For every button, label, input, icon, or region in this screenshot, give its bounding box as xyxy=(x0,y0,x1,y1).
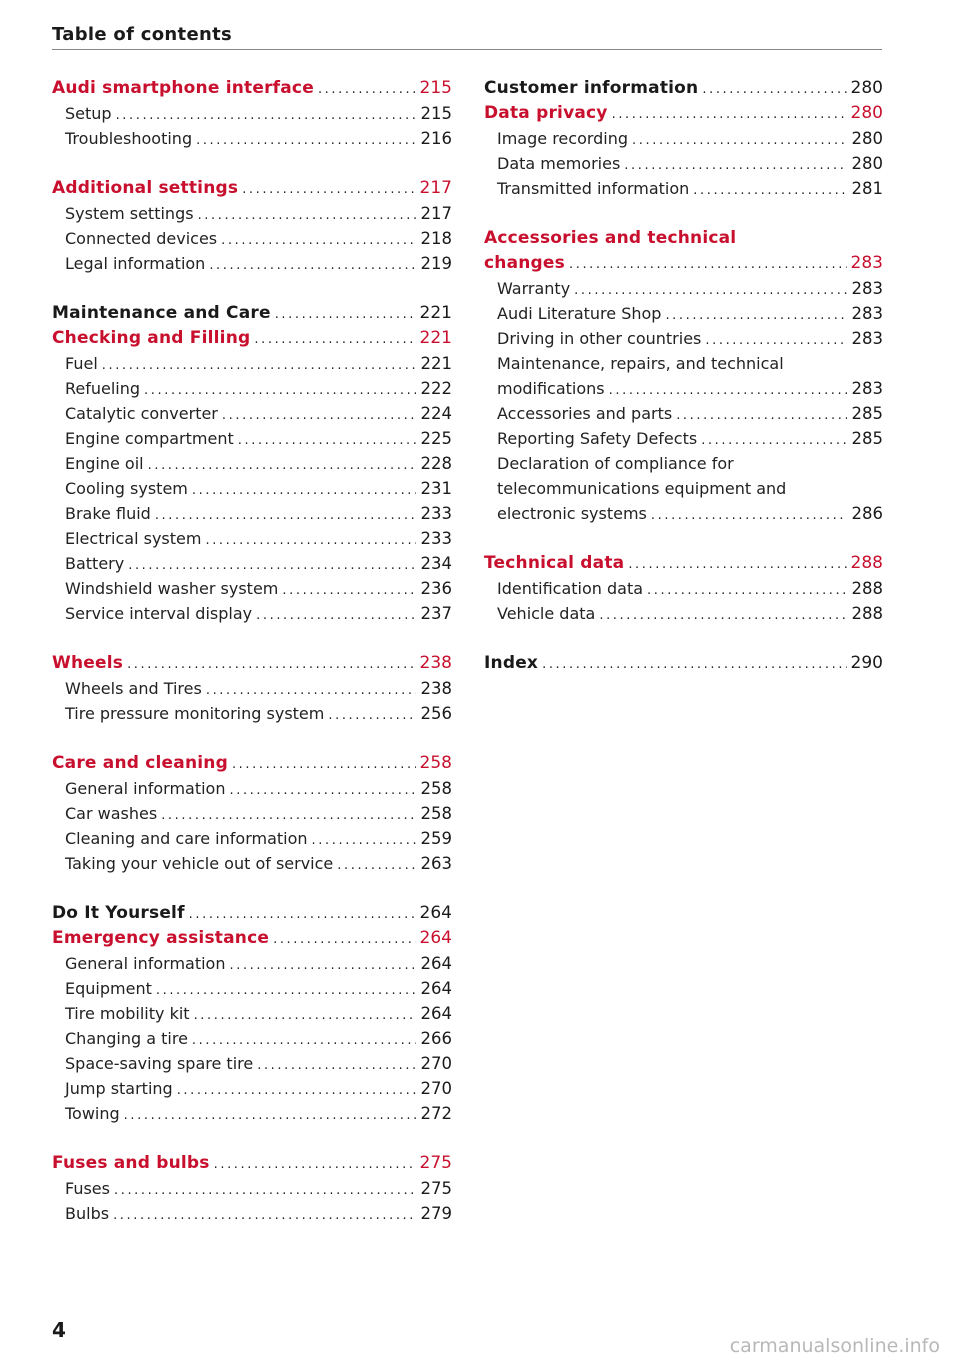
page-ref: 283 xyxy=(850,253,883,273)
toc-entry-engine-oil[interactable] xyxy=(52,451,452,476)
toc-entry-connected-devices[interactable] xyxy=(52,226,452,251)
dot-leader xyxy=(278,578,416,603)
page-ref: 270 xyxy=(420,1054,452,1073)
toc-entry-title: Troubleshooting xyxy=(65,129,193,148)
dot-leader xyxy=(565,252,847,277)
toc-section-title: Care and cleaning xyxy=(52,753,228,773)
toc-section-maintenance-and-care[interactable] xyxy=(52,301,452,326)
section-spacer xyxy=(484,526,883,551)
page-ref: 263 xyxy=(420,854,452,873)
toc-section-title: Customer information xyxy=(484,78,699,98)
toc-entry-title: Car washes xyxy=(65,804,158,823)
toc-entry-title: General information xyxy=(65,779,226,798)
dot-leader xyxy=(689,178,847,203)
page-ref: 234 xyxy=(420,554,452,573)
toc-section-changes[interactable] xyxy=(484,251,883,276)
toc-section-title: Wheels xyxy=(52,653,124,673)
dot-leader xyxy=(314,77,416,102)
toc-entry-declaration-of-compliance-for xyxy=(484,451,883,476)
toc-entry-title: Tire mobility kit xyxy=(65,1004,190,1023)
page-ref: 258 xyxy=(419,753,452,773)
toc-entry-audi-literature-shop[interactable] xyxy=(484,301,883,326)
dot-leader xyxy=(205,253,416,278)
toc-entry-taking-your-vehicle-out-of-service[interactable] xyxy=(52,851,452,876)
dot-leader xyxy=(110,1178,416,1203)
toc-entry-title: Cleaning and care information xyxy=(65,829,308,848)
dot-leader xyxy=(192,128,416,153)
toc-entry-catalytic-converter[interactable] xyxy=(52,401,452,426)
page-ref: 280 xyxy=(851,154,883,173)
section-spacer xyxy=(52,726,452,751)
dot-leader xyxy=(210,1152,416,1177)
page-ref: 264 xyxy=(420,1004,452,1023)
toc-entry-title: Vehicle data xyxy=(497,604,596,623)
section-spacer xyxy=(52,276,452,301)
dot-leader xyxy=(201,528,416,553)
toc-entry-title: Tire pressure monitoring system xyxy=(65,704,325,723)
toc-section-title: Do It Yourself xyxy=(52,903,185,923)
toc-entry-title: Towing xyxy=(65,1104,120,1123)
toc-entry-brake-fluid[interactable] xyxy=(52,501,452,526)
toc-section-title: changes xyxy=(484,253,565,273)
toc-entry-title: Catalytic converter xyxy=(65,404,218,423)
toc-entry-refueling[interactable] xyxy=(52,376,452,401)
toc-section-customer-information[interactable] xyxy=(484,76,883,101)
page-ref: 258 xyxy=(420,804,452,823)
dot-leader xyxy=(661,303,847,328)
page-ref: 233 xyxy=(420,504,452,523)
dot-leader xyxy=(333,853,416,878)
dot-leader xyxy=(112,103,416,128)
toc-entry-title: Fuel xyxy=(65,354,98,373)
dot-leader xyxy=(624,552,847,577)
toc-entry-title: Declaration of compliance for xyxy=(497,454,734,473)
toc-entry-electronic-systems[interactable] xyxy=(484,501,883,526)
dot-leader xyxy=(250,327,416,352)
page-ref: 228 xyxy=(420,454,452,473)
page-ref: 264 xyxy=(420,954,452,973)
dot-leader xyxy=(620,153,847,178)
toc-entry-title: Engine compartment xyxy=(65,429,234,448)
toc-entry-data-memories[interactable] xyxy=(484,151,883,176)
page-title: Table of contents xyxy=(52,24,232,45)
dot-leader xyxy=(225,778,416,803)
toc-entry-title: telecommunications equipment and xyxy=(497,479,787,498)
toc-section-audi-smartphone-interface[interactable] xyxy=(52,76,452,101)
dot-leader xyxy=(124,553,416,578)
page-ref: 280 xyxy=(851,129,883,148)
page-ref: 266 xyxy=(420,1029,452,1048)
page-ref: 218 xyxy=(420,229,452,248)
dot-leader xyxy=(308,828,416,853)
page-ref: 279 xyxy=(420,1204,452,1223)
dot-leader xyxy=(109,1203,416,1228)
toc-entry-title: Wheels and Tires xyxy=(65,679,202,698)
page-ref: 258 xyxy=(420,779,452,798)
page-ref: 237 xyxy=(420,604,452,623)
toc-section-title: Index xyxy=(484,653,539,673)
toc-entry-title: Bulbs xyxy=(65,1204,110,1223)
page-ref: 238 xyxy=(420,679,452,698)
page-ref: 222 xyxy=(420,379,452,398)
toc-entry-battery[interactable] xyxy=(52,551,452,576)
page-ref: 288 xyxy=(851,604,883,623)
section-spacer xyxy=(484,626,883,651)
dot-leader xyxy=(234,428,416,453)
page-ref: 256 xyxy=(420,704,452,723)
dot-leader xyxy=(225,953,416,978)
page-ref: 259 xyxy=(420,829,452,848)
toc-section-additional-settings[interactable] xyxy=(52,176,452,201)
page-ref: 219 xyxy=(420,254,452,273)
toc-entry-cooling-system[interactable] xyxy=(52,476,452,501)
page-header xyxy=(52,24,882,50)
toc-entry-title: electronic systems xyxy=(497,504,647,523)
page-ref: 215 xyxy=(419,78,452,98)
toc-entry-towing[interactable] xyxy=(52,1101,452,1126)
page-ref: 275 xyxy=(419,1153,452,1173)
toc-entry-fuel[interactable] xyxy=(52,351,452,376)
toc-section-care-and-cleaning[interactable] xyxy=(52,751,452,776)
toc-section-title: Fuses and bulbs xyxy=(52,1153,210,1173)
page-ref: 264 xyxy=(419,903,452,923)
page-ref: 283 xyxy=(851,279,883,298)
dot-leader xyxy=(252,603,416,628)
page-ref: 283 xyxy=(851,329,883,348)
toc-entry-title: Fuses xyxy=(65,1179,110,1198)
watermark: carmanualsonline.info xyxy=(729,1335,940,1357)
page-ref: 216 xyxy=(420,129,452,148)
toc-entry-title: Connected devices xyxy=(65,229,218,248)
dot-leader xyxy=(253,1053,416,1078)
toc-entry-maintenance-repairs-and-technical xyxy=(484,351,883,376)
toc-entry-space-saving-spare-tire[interactable] xyxy=(52,1051,452,1076)
page-ref: 288 xyxy=(850,553,883,573)
toc-entry-setup[interactable] xyxy=(52,101,452,126)
toc-entry-tire-mobility-kit[interactable] xyxy=(52,1001,452,1026)
page-ref: 270 xyxy=(420,1079,452,1098)
toc-section-title: Checking and Filling xyxy=(52,328,251,348)
toc-entry-troubleshooting[interactable] xyxy=(52,126,452,151)
section-spacer xyxy=(52,1126,452,1151)
toc-section-accessories-and-technical xyxy=(484,226,883,251)
dot-leader xyxy=(672,403,847,428)
toc-entry-title: Battery xyxy=(65,554,125,573)
page-ref: 280 xyxy=(850,103,883,123)
toc-section-technical-data[interactable] xyxy=(484,551,883,576)
dot-leader xyxy=(188,1028,416,1053)
section-spacer xyxy=(484,201,883,226)
toc-entry-title: Refueling xyxy=(65,379,141,398)
dot-leader xyxy=(570,278,847,303)
toc-entry-general-information[interactable] xyxy=(52,776,452,801)
dot-leader xyxy=(538,652,847,677)
page-ref: 217 xyxy=(419,178,452,198)
page-ref: 283 xyxy=(851,304,883,323)
toc-entry-equipment[interactable] xyxy=(52,976,452,1001)
page-ref: 231 xyxy=(420,479,452,498)
toc-entry-engine-compartment[interactable] xyxy=(52,426,452,451)
toc-entry-title: Engine oil xyxy=(65,454,144,473)
dot-leader xyxy=(608,102,847,127)
dot-leader xyxy=(228,752,416,777)
dot-leader xyxy=(271,302,416,327)
toc-entry-windshield-washer-system[interactable] xyxy=(52,576,452,601)
toc-entry-title: Jump starting xyxy=(65,1079,173,1098)
toc-section-title: Audi smartphone interface xyxy=(52,78,314,98)
page-ref: 281 xyxy=(851,179,883,198)
page-ref: 221 xyxy=(419,328,452,348)
dot-leader xyxy=(202,678,416,703)
toc-entry-accessories-and-parts[interactable] xyxy=(484,401,883,426)
dot-leader xyxy=(324,703,416,728)
dot-leader xyxy=(144,453,416,478)
page-ref: 285 xyxy=(851,429,883,448)
toc-entry-title: System settings xyxy=(65,204,194,223)
page-ref: 215 xyxy=(420,104,452,123)
dot-leader xyxy=(190,1003,416,1028)
toc-entry-title: Legal information xyxy=(65,254,206,273)
dot-leader xyxy=(218,403,416,428)
dot-leader xyxy=(605,378,847,403)
page-ref: 264 xyxy=(419,928,452,948)
dot-leader xyxy=(194,203,416,228)
page-ref: 286 xyxy=(851,504,883,523)
toc-entry-title: Equipment xyxy=(65,979,152,998)
toc-column-right xyxy=(484,76,883,676)
dot-leader xyxy=(269,927,416,952)
toc-section-title: Emergency assistance xyxy=(52,928,270,948)
toc-section-emergency-assistance[interactable] xyxy=(52,926,452,951)
toc-entry-title: Warranty xyxy=(497,279,571,298)
toc-entry-jump-starting[interactable] xyxy=(52,1076,452,1101)
page-ref: 233 xyxy=(420,529,452,548)
toc-entry-electrical-system[interactable] xyxy=(52,526,452,551)
toc-entry-title: Setup xyxy=(65,104,112,123)
dot-leader xyxy=(185,902,416,927)
toc-entry-title: General information xyxy=(65,954,226,973)
page-ref: 238 xyxy=(419,653,452,673)
dot-leader xyxy=(238,177,416,202)
toc-entry-bulbs[interactable] xyxy=(52,1201,452,1226)
dot-leader xyxy=(698,77,847,102)
page-ref: 288 xyxy=(851,579,883,598)
page-ref: 275 xyxy=(420,1179,452,1198)
toc-entry-telecommunications-equipment-and xyxy=(484,476,883,501)
toc-section-title: Additional settings xyxy=(52,178,239,198)
page-ref: 221 xyxy=(420,354,452,373)
toc-entry-title: Cooling system xyxy=(65,479,188,498)
toc-entry-car-washes[interactable] xyxy=(52,801,452,826)
toc-entry-title: Transmitted information xyxy=(497,179,690,198)
dot-leader xyxy=(188,478,416,503)
page-ref: 285 xyxy=(851,404,883,423)
page-ref: 225 xyxy=(420,429,452,448)
section-spacer xyxy=(52,876,452,901)
toc-entry-image-recording[interactable] xyxy=(484,126,883,151)
page-ref: 236 xyxy=(420,579,452,598)
toc-entry-general-information[interactable] xyxy=(52,951,452,976)
dot-leader xyxy=(123,652,416,677)
section-spacer xyxy=(52,151,452,176)
dot-leader xyxy=(173,1078,416,1103)
dot-leader xyxy=(701,328,847,353)
toc-entry-title: Maintenance, repairs, and technical xyxy=(497,354,784,373)
toc-section-title: Data privacy xyxy=(484,103,608,123)
toc-entry-cleaning-and-care-information[interactable] xyxy=(52,826,452,851)
toc-entry-wheels-and-tires[interactable] xyxy=(52,676,452,701)
toc-entry-title: Electrical system xyxy=(65,529,202,548)
toc-entry-title: Space-saving spare tire xyxy=(65,1054,254,1073)
dot-leader xyxy=(628,128,847,153)
page-number: 4 xyxy=(52,1318,66,1342)
toc-entry-title: Driving in other countries xyxy=(497,329,702,348)
dot-leader xyxy=(697,428,847,453)
toc-section-title: Maintenance and Care xyxy=(52,303,271,323)
toc-entry-system-settings[interactable] xyxy=(52,201,452,226)
page-ref: 264 xyxy=(420,979,452,998)
toc-entry-service-interval-display[interactable] xyxy=(52,601,452,626)
dot-leader xyxy=(120,1103,416,1128)
dot-leader xyxy=(140,378,416,403)
dot-leader xyxy=(151,503,416,528)
toc-entry-title: Audi Literature Shop xyxy=(497,304,662,323)
section-spacer xyxy=(52,626,452,651)
toc-entry-title: Changing a tire xyxy=(65,1029,188,1048)
toc-entry-title: modifications xyxy=(497,379,605,398)
page-ref: 290 xyxy=(850,653,883,673)
toc-entry-title: Windshield washer system xyxy=(65,579,279,598)
toc-entry-title: Accessories and parts xyxy=(497,404,673,423)
toc-entry-legal-information[interactable] xyxy=(52,251,452,276)
dot-leader xyxy=(98,353,416,378)
toc-entry-title: Image recording xyxy=(497,129,629,148)
dot-leader xyxy=(157,803,416,828)
dot-leader xyxy=(217,228,416,253)
toc-entry-reporting-safety-defects[interactable] xyxy=(484,426,883,451)
toc-section-title: Accessories and technical xyxy=(484,228,737,248)
toc-entry-title: Identification data xyxy=(497,579,644,598)
toc-section-checking-and-filling[interactable] xyxy=(52,326,452,351)
toc-entry-modifications[interactable] xyxy=(484,376,883,401)
dot-leader xyxy=(152,978,416,1003)
toc-entry-title: Taking your vehicle out of service xyxy=(65,854,334,873)
toc-entry-identification-data[interactable] xyxy=(484,576,883,601)
toc-entry-fuses[interactable] xyxy=(52,1176,452,1201)
toc-entry-title: Data memories xyxy=(497,154,621,173)
page-ref: 224 xyxy=(420,404,452,423)
toc-entry-title: Brake fluid xyxy=(65,504,151,523)
dot-leader xyxy=(643,578,847,603)
toc-section-data-privacy[interactable] xyxy=(484,101,883,126)
page-ref: 221 xyxy=(419,303,452,323)
toc-entry-driving-in-other-countries[interactable] xyxy=(484,326,883,351)
toc-entry-title: Service interval display xyxy=(65,604,253,623)
toc-section-index[interactable] xyxy=(484,651,883,676)
dot-leader xyxy=(647,503,847,528)
page-ref: 272 xyxy=(420,1104,452,1123)
toc-entry-title: Reporting Safety Defects xyxy=(497,429,698,448)
toc-section-fuses-and-bulbs[interactable] xyxy=(52,1151,452,1176)
toc-section-title: Technical data xyxy=(484,553,625,573)
dot-leader xyxy=(595,603,847,628)
toc-entry-vehicle-data[interactable] xyxy=(484,601,883,626)
page-ref: 280 xyxy=(850,78,883,98)
toc-entry-transmitted-information[interactable] xyxy=(484,176,883,201)
toc-section-wheels[interactable] xyxy=(52,651,452,676)
toc-entry-changing-a-tire[interactable] xyxy=(52,1026,452,1051)
toc-entry-tire-pressure-monitoring-system[interactable] xyxy=(52,701,452,726)
toc-column-left xyxy=(52,76,452,1226)
toc-section-do-it-yourself[interactable] xyxy=(52,901,452,926)
toc-entry-warranty[interactable] xyxy=(484,276,883,301)
page-ref: 217 xyxy=(420,204,452,223)
page-ref: 283 xyxy=(851,379,883,398)
